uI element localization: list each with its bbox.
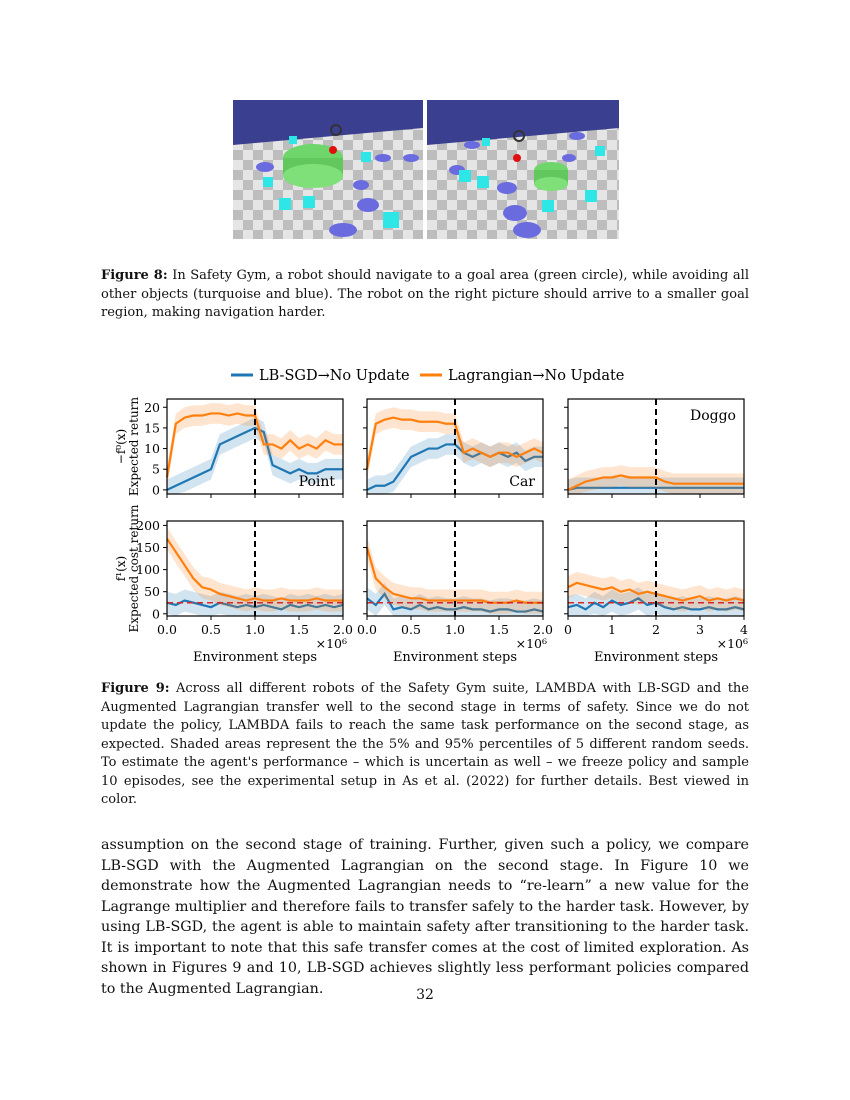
ytick-label: 100 bbox=[136, 562, 160, 578]
x-scale-label: ×10⁶ bbox=[515, 636, 547, 651]
xtick-label: 2 bbox=[652, 622, 660, 637]
panel-point-row0 bbox=[144, 399, 343, 498]
row-ylabel-text: −f⁰(x) bbox=[114, 428, 128, 465]
row-ylabel-sub: Expected cost return bbox=[127, 504, 141, 633]
safety-gym-image-left bbox=[233, 100, 423, 239]
figure8-label: Figure 8: bbox=[101, 268, 168, 283]
page-number: 32 bbox=[416, 987, 434, 1003]
xtick-label: 0.5 bbox=[401, 622, 421, 637]
xtick-label: 4 bbox=[740, 622, 748, 637]
figure8-caption bbox=[101, 267, 749, 323]
panel-point-row1 bbox=[136, 518, 353, 665]
figure9-chart bbox=[95, 358, 765, 670]
panel-title: Point bbox=[298, 474, 335, 490]
xtick-label: 1.5 bbox=[489, 622, 509, 637]
xtick-label: 0.0 bbox=[357, 622, 377, 637]
ytick-label: 0 bbox=[152, 482, 160, 498]
x-axis-label: Environment steps bbox=[593, 650, 719, 665]
figure9-caption-text: Across all different robots of the Safety Gym suite, LAMBDA with LB-SGD and the Augmented Lagrangian transfer well to the second stage in terms of safety. Since we do not update the policy, LAMBDA fails to reach the same task performance on the second stage, as expected. Shaded areas represent the the 5% and 95% percentiles of 5 different random seeds. To estimate the agent's performance – which is uncertain as well – we freeze policy and sample 10 episodes, see the experimental setup in As et al. (2022) for further details. Best viewed in color. bbox=[101, 681, 749, 807]
xtick-label: 0.5 bbox=[201, 622, 221, 637]
x-scale-label: ×10⁶ bbox=[716, 636, 748, 651]
panel-doggo-row1 bbox=[564, 521, 748, 665]
panel-title: Doggo bbox=[689, 408, 736, 424]
figure8-caption-text: In Safety Gym, a robot should navigate to a goal area (green circle), while avoiding all other objects (turquoise and blue). The robot on the right picture should arrive to a smaller goal region, making navigation harder. bbox=[101, 268, 749, 320]
xtick-label: 3 bbox=[696, 622, 704, 637]
ytick-label: 20 bbox=[144, 399, 160, 415]
figure8-images bbox=[233, 100, 619, 239]
ytick-label: 50 bbox=[144, 584, 160, 600]
panel-title: Car bbox=[509, 474, 535, 490]
ytick-label: 150 bbox=[136, 540, 160, 556]
panel-car-row0 bbox=[363, 399, 543, 498]
ytick-label: 15 bbox=[144, 420, 160, 436]
row-ylabel-0 bbox=[114, 397, 141, 497]
xtick-label: 0.0 bbox=[157, 622, 177, 637]
xtick-label: 1.0 bbox=[445, 622, 465, 637]
body-paragraph: assumption on the second stage of training. Further, given such a policy, we compare LB-SGD with the Augmented Lagrangian on the second stage. In Figure 10 we demonstrate how the Augmented Lagrangian needs to “re-learn” a new value for the Lagrange multiplier and therefore fails to transfer safely to the harder task. However, by using LB-SGD, the agent is able to maintain safety after transitioning to the harder task. It is important to note that this safe transfer comes at the cost of limited exploration. As shown in Figures 9 and 10, LB-SGD achieves slightly less performant policies compared to the Augmented Lagrangian. bbox=[101, 837, 749, 997]
xtick-label: 2.0 bbox=[533, 622, 553, 637]
xtick-label: 2.0 bbox=[333, 622, 353, 637]
xtick-label: 1.5 bbox=[289, 622, 309, 637]
ytick-label: 0 bbox=[152, 606, 160, 622]
ytick-label: 10 bbox=[144, 441, 160, 457]
panel-car-row1 bbox=[357, 521, 553, 665]
xtick-label: 1.0 bbox=[245, 622, 265, 637]
x-scale-label: ×10⁶ bbox=[315, 636, 347, 651]
safety-gym-image-right bbox=[427, 100, 619, 239]
xtick-label: 0 bbox=[564, 622, 572, 637]
row-ylabel-text: f¹(x) bbox=[114, 555, 128, 582]
ytick-label: 200 bbox=[136, 517, 160, 533]
x-axis-label: Environment steps bbox=[392, 650, 518, 665]
figure9-label: Figure 9: bbox=[101, 681, 170, 696]
ytick-label: 5 bbox=[152, 461, 160, 477]
x-axis-label: Environment steps bbox=[192, 650, 318, 665]
legend-label-lagrangian: Lagrangian→No Update bbox=[448, 368, 625, 384]
legend bbox=[231, 368, 624, 384]
figure9-caption bbox=[101, 680, 749, 810]
row-ylabel-sub: Expected return bbox=[127, 396, 141, 497]
panel-doggo-row0 bbox=[564, 399, 744, 498]
xtick-label: 1 bbox=[608, 622, 616, 637]
legend-label-lbsgd: LB-SGD→No Update bbox=[259, 368, 410, 384]
